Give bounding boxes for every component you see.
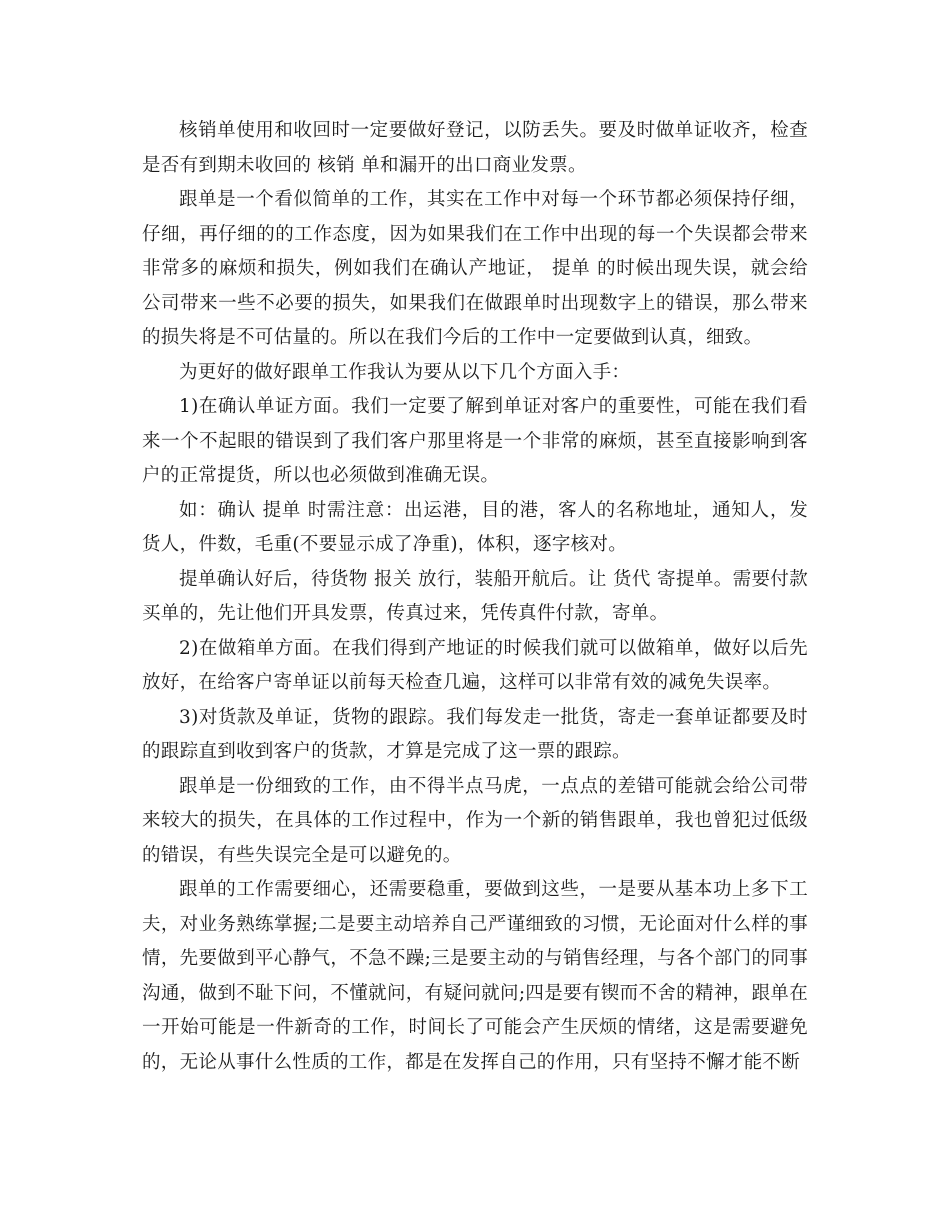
document-body <box>142 114 808 1080</box>
paragraph-10: 跟单的工作需要细心，还需要稳重，要做到这些，一是要从基本功上多下工夫，对业务熟练掌握;二是要主动培养自己严谨细致的习惯，无论面对什么样的事情，先要做到平心静气，不急不躁;三是要主动的与销售经理，与各个部门的同事沟通，做到不耻下问，不懂就问，有疑问就问;四是要有锲而不舍的精神，跟单在一开始可能是一件新奇的工作，时间长了可能会产生厌烦的情绪，这是需要避免的，无论从事什么性质的工作，都是在发挥自己的作用，只有坚持不懈才能不断 <box>142 879 808 1073</box>
paragraph-8: 3)对货款及单证，货物的跟踪。我们每发走一批货，寄走一套单证都要及时的跟踪直到收到客户的货款，才算是完成了这一票的跟踪。 <box>142 706 808 762</box>
paragraph-3: 为更好的做好跟单工作我认为要从以下几个方面入手： <box>179 361 631 383</box>
paragraph-2: 跟单是一个看似简单的工作，其实在工作中对每一个环节都必须保持仔细，仔细，再仔细的的工作态度，因为如果我们在工作中出现的每一个失误都会带来非常多的麻烦和损失，例如我们在确认产地证， 提单 的时候出现失误，就会给公司带来一些不必要的损失，如果我们在做跟单时出现数字上的错误，那么带来的损失将是不可估量的。所以在我们今后的工作中一定要做到认真，细致。 <box>142 189 808 348</box>
paragraph-9: 跟单是一份细致的工作，由不得半点马虎，一点点的差错可能就会给公司带来较大的损失，在具体的工作过程中，作为一个新的销售跟单，我也曾犯过低级的错误，有些失误完全是可以避免的。 <box>142 775 808 866</box>
paragraph-1: 核销单使用和收回时一定要做好登记，以防丢失。要及时做单证收齐，检查是否有到期未收回的 核销 单和漏开的出口商业发票。 <box>142 120 808 176</box>
paragraph-6: 提单确认好后，待货物 报关 放行，装船开航后。让 货代 寄提单。需要付款买单的，先让他们开具发票，传真过来，凭传真件付款，寄单。 <box>142 568 808 624</box>
paragraph-7: 2)在做箱单方面。在我们得到产地证的时候我们就可以做箱单，做好以后先放好，在给客户寄单证以前每天检查几遍，这样可以非常有效的减免失误率。 <box>142 637 808 693</box>
paragraph-4: 1)在确认单证方面。我们一定要了解到单证对客户的重要性，可能在我们看来一个不起眼的错误到了我们客户那里将是一个非常的麻烦，甚至直接影响到客户的正常提货，所以也必须做到准确无误。 <box>142 396 808 486</box>
paragraph-5: 如：确认 提单 时需注意：出运港，目的港，客人的名称地址，通知人，发货人，件数，毛重(不要显示成了净重)，体积，逐字核对。 <box>142 499 808 555</box>
